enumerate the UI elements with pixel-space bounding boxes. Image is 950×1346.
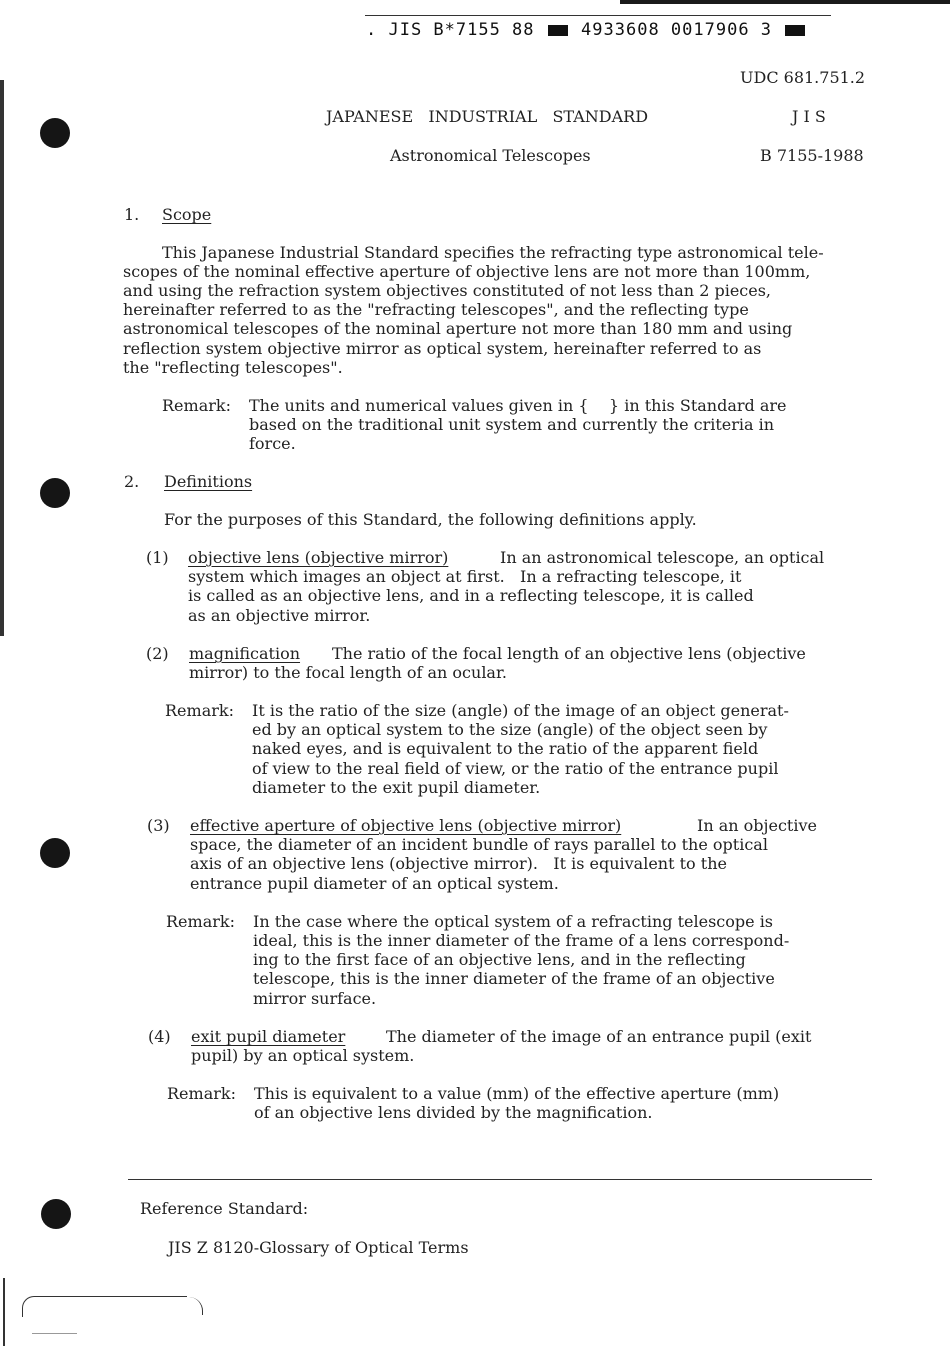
remark-line: It is the ratio of the size (angle) of the image of an object generat- bbox=[252, 701, 789, 720]
catalog-code bbox=[366, 20, 807, 40]
definition-text: The ratio of the focal length of an objective lens (objective bbox=[332, 644, 806, 663]
section-number: 1. bbox=[124, 205, 140, 224]
section-number: 2. bbox=[124, 472, 140, 491]
jis-mark: J I S bbox=[792, 107, 826, 126]
definition-term: magnification bbox=[189, 644, 301, 663]
definition-text: The diameter of the image of an entrance pupil (exit bbox=[386, 1027, 812, 1046]
remark-line: ideal, this is the inner diameter of the frame of a lens correspond- bbox=[253, 931, 790, 950]
definition-number: (4) bbox=[148, 1027, 171, 1046]
footer-rule bbox=[128, 1179, 872, 1180]
header-rule bbox=[365, 15, 831, 16]
definition-number: (3) bbox=[147, 816, 170, 835]
document-number: B 7155-1988 bbox=[760, 146, 864, 165]
catalog-code-part2: 4933608 0017906 3 bbox=[581, 20, 773, 40]
section-heading-definitions: Definitions bbox=[164, 472, 253, 491]
paragraph-line: the "reflecting telescopes". bbox=[123, 358, 343, 377]
paragraph-line: and using the refraction system objectives constituted of not less than 2 pieces, bbox=[123, 281, 772, 300]
definition-text: In an objective bbox=[697, 816, 817, 835]
paragraph-line: reflection system objective mirror as optical system, hereinafter referred to as bbox=[123, 339, 762, 358]
catalog-code-part1: . JIS B*7155 88 bbox=[366, 20, 535, 40]
bracket-mark-tail bbox=[186, 1297, 203, 1315]
definition-text: as an objective mirror. bbox=[188, 606, 371, 625]
scan-edge-left bbox=[0, 80, 4, 636]
remark-label: Remark: bbox=[167, 1084, 236, 1103]
document-title: Astronomical Telescopes bbox=[390, 146, 591, 165]
org-title: JAPANESE INDUSTRIAL STANDARD bbox=[326, 107, 649, 126]
black-mark bbox=[548, 25, 568, 36]
remark-line: force. bbox=[249, 434, 296, 453]
definition-number: (1) bbox=[146, 548, 169, 567]
remark-label: Remark: bbox=[162, 396, 231, 415]
definitions-intro: For the purposes of this Standard, the following definitions apply. bbox=[164, 510, 697, 529]
remark-line: based on the traditional unit system and currently the criteria in bbox=[249, 415, 775, 434]
punch-hole-icon bbox=[40, 478, 70, 508]
remark-line: of an objective lens divided by the magnification. bbox=[254, 1103, 653, 1122]
reference-label: Reference Standard: bbox=[140, 1199, 309, 1218]
definition-term: objective lens (objective mirror) bbox=[188, 548, 449, 567]
remark-line: This is equivalent to a value (mm) of the effective aperture (mm) bbox=[254, 1084, 780, 1103]
black-mark bbox=[785, 25, 805, 36]
udc-code: UDC 681.751.2 bbox=[740, 68, 866, 87]
paragraph-line: astronomical telescopes of the nominal aperture not more than 180 mm and using bbox=[123, 319, 793, 338]
punch-hole-icon bbox=[40, 838, 70, 868]
scan-dash bbox=[32, 1333, 77, 1334]
definition-text: In an astronomical telescope, an optical bbox=[500, 548, 825, 567]
definition-text: axis of an objective lens (objective mirror). It is equivalent to the bbox=[190, 854, 727, 873]
remark-line: telescope, this is the inner diameter of the frame of an objective bbox=[253, 969, 775, 988]
definition-number: (2) bbox=[146, 644, 169, 663]
paragraph-line: hereinafter referred to as the "refracting telescopes", and the reflecting type bbox=[123, 300, 749, 319]
scan-edge-top bbox=[620, 0, 950, 4]
remark-line: naked eyes, and is equivalent to the ratio of the apparent field bbox=[252, 739, 759, 758]
bracket-mark bbox=[22, 1296, 187, 1317]
definition-text: system which images an object at first. In a refracting telescope, it bbox=[188, 567, 742, 586]
definition-text: pupil) by an optical system. bbox=[191, 1046, 415, 1065]
reference-item: JIS Z 8120-Glossary of Optical Terms bbox=[168, 1238, 469, 1257]
punch-hole-icon bbox=[40, 118, 70, 148]
remark-label: Remark: bbox=[165, 701, 234, 720]
punch-hole-icon bbox=[41, 1199, 71, 1229]
remark-line: diameter to the exit pupil diameter. bbox=[252, 778, 541, 797]
remark-line: ing to the first face of an objective lens, and in the reflecting bbox=[253, 950, 746, 969]
definition-text: mirror) to the focal length of an ocular. bbox=[189, 663, 507, 682]
remark-line: mirror surface. bbox=[253, 989, 377, 1008]
paragraph-line: scopes of the nominal effective aperture of objective lens are not more than 100mm, bbox=[123, 262, 811, 281]
remark-line: of view to the real field of view, or the ratio of the entrance pupil bbox=[252, 759, 779, 778]
scan-edge-mark bbox=[3, 1278, 5, 1346]
paragraph-line: This Japanese Industrial Standard specifies the refracting type astronomical tele- bbox=[162, 243, 824, 262]
definition-term: exit pupil diameter bbox=[191, 1027, 346, 1046]
remark-line: The units and numerical values given in { } in this Standard are bbox=[249, 396, 787, 415]
definition-text: entrance pupil diameter of an optical system. bbox=[190, 874, 559, 893]
definition-term: effective aperture of objective lens (objective mirror) bbox=[190, 816, 622, 835]
remark-line: In the case where the optical system of a refracting telescope is bbox=[253, 912, 774, 931]
definition-text: space, the diameter of an incident bundle of rays parallel to the optical bbox=[190, 835, 768, 854]
remark-label: Remark: bbox=[166, 912, 235, 931]
section-heading-scope: Scope bbox=[162, 205, 212, 224]
definition-text: is called as an objective lens, and in a reflecting telescope, it is called bbox=[188, 586, 754, 605]
remark-line: ed by an optical system to the size (angle) of the object seen by bbox=[252, 720, 768, 739]
